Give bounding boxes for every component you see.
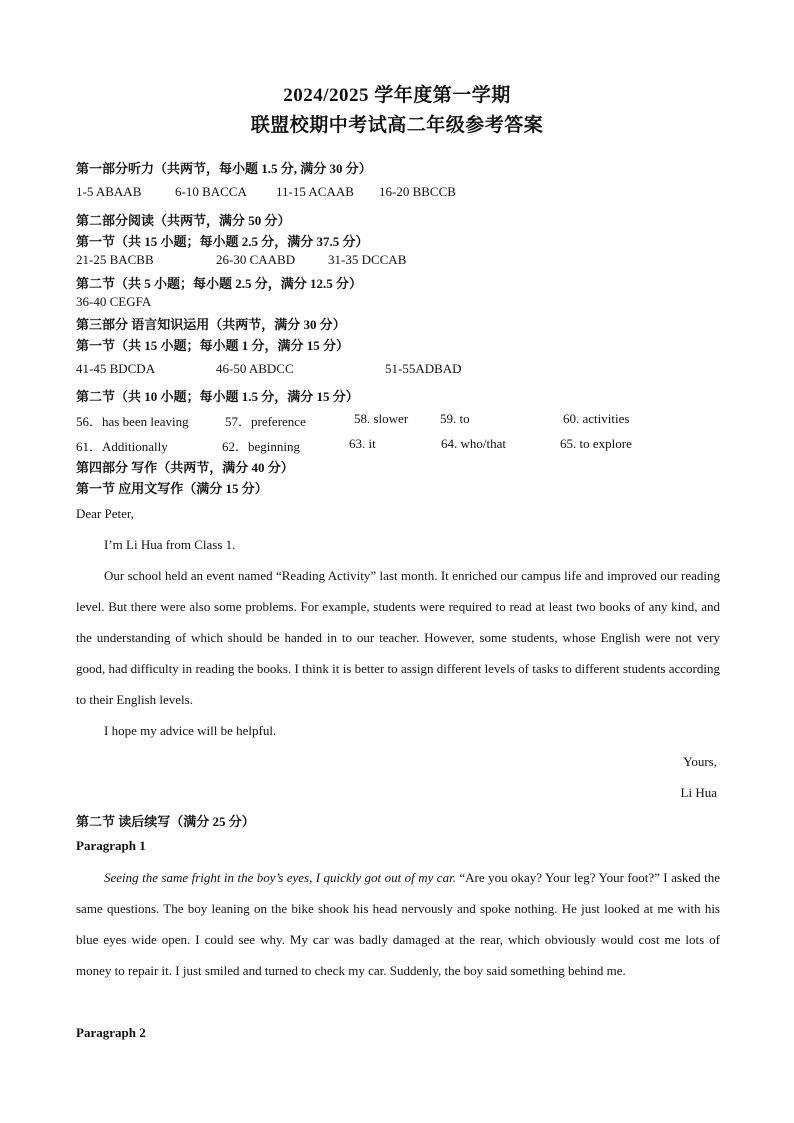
- doc-title-term: 2024/2025 学年度第一学期: [283, 85, 511, 106]
- part3-heading: 第三部分 语言知识运用（共两节，满分 30 分）: [76, 317, 346, 332]
- answer-group: 41-45 BDCDA: [76, 361, 156, 376]
- answer-group: 6-10 BACCA: [175, 184, 247, 199]
- answer-item: 65. to explore: [560, 436, 632, 451]
- part2-sec2-heading: 第二节（共 5 小题；每小题 2.5 分，满分 12.5 分）: [76, 276, 363, 291]
- part4-heading: 第四部分 写作（共两节，满分 40 分）: [76, 460, 294, 475]
- answer-item: 57．preference: [225, 414, 306, 429]
- part3-sec1-heading: 第一节（共 15 小题；每小题 1 分，满分 15 分）: [76, 338, 350, 353]
- part3-sec2-answers-row1: [76, 411, 736, 427]
- answer-group: 11-15 ACAAB: [276, 184, 354, 199]
- letter-paragraph: I hope my advice will be helpful.: [104, 723, 277, 738]
- answer-group: 1-5 ABAAB: [76, 184, 142, 199]
- answer-group: 26-30 CAABD: [216, 252, 296, 267]
- answer-item: 62．beginning: [222, 439, 300, 454]
- part4-sec1-heading: 第一节 应用文写作（满分 15 分）: [76, 481, 268, 496]
- answer-group: 16-20 BBCCB: [379, 184, 456, 199]
- doc-title-exam: 联盟校期中考试高二年级参考答案: [250, 115, 544, 136]
- part3-sec1-answers-row: [76, 361, 736, 377]
- part1-heading: 第一部分听力（共两节，每小题 1.5 分, 满分 30 分）: [76, 161, 372, 176]
- part2-sec1-answers-row: [76, 252, 736, 268]
- part1-answers-row: [76, 184, 736, 200]
- answer-item: 59. to: [440, 411, 470, 426]
- part3-sec2-answers-row2: [76, 436, 736, 452]
- part2-sec2-answers-row: [76, 294, 736, 310]
- answer-group: 31-35 DCCAB: [328, 252, 407, 267]
- answer-item: 56．has been leaving: [76, 414, 189, 429]
- letter-paragraph: Our school held an event named “Reading Activity” last month. It enriched our campus life and improved our reading level. But there were also some problems. For example, students were required to read at least two books of any kind, and the understanding of which should be handed in to our teacher. However, some students, whose English were not very good, had difficulty in reading the books. I think it is better to assign different levels of tasks to different students according to their English levels.: [76, 568, 720, 707]
- answer-group: 36-40 CEGFA: [76, 294, 152, 309]
- answer-group: 21-25 BACBB: [76, 252, 154, 267]
- part3-sec2-heading: 第二节（共 10 小题；每小题 1.5 分，满分 15 分）: [76, 389, 359, 404]
- answer-item: 60. activities: [563, 411, 630, 426]
- paragraph1-label: Paragraph 1: [76, 838, 146, 853]
- letter-greeting: Dear Peter,: [76, 506, 134, 521]
- continuation-paragraph-1: [76, 862, 720, 986]
- answer-group: 51-55ADBAD: [385, 361, 462, 376]
- letter-closing: Yours,: [683, 754, 717, 769]
- letter-paragraph: I’m Li Hua from Class 1.: [104, 537, 236, 552]
- answer-item: 61．Additionally: [76, 439, 168, 454]
- part2-heading: 第二部分阅读（共两节，满分 50 分）: [76, 213, 291, 228]
- answer-item: 58. slower: [354, 411, 409, 426]
- given-opening-sentence: Seeing the same fright in the boy’s eyes, I quickly got out of my car.: [104, 870, 456, 885]
- letter-signature: Li Hua: [680, 785, 717, 800]
- paragraph2-label: Paragraph 2: [76, 1025, 146, 1040]
- continuation-text: “Are you okay? Your leg? Your foot?” I asked the same questions. The boy leaning on the bike shook his head nervously and spoke nothing. He just looked at me with his blue eyes wide open. I could see why. My car was badly damaged at the rear, which obviously would cost me lots of money to repair it. I just smiled and turned to check my car. Suddenly, the boy said something behind me.: [76, 870, 720, 978]
- part4-sec2-heading: 第二节 读后续写（满分 25 分）: [76, 814, 255, 829]
- part2-sec1-heading: 第一节（共 15 小题；每小题 2.5 分，满分 37.5 分）: [76, 234, 369, 249]
- answer-item: 64. who/that: [441, 436, 506, 451]
- answer-group: 46-50 ABDCC: [216, 361, 294, 376]
- answer-item: 63. it: [349, 436, 376, 451]
